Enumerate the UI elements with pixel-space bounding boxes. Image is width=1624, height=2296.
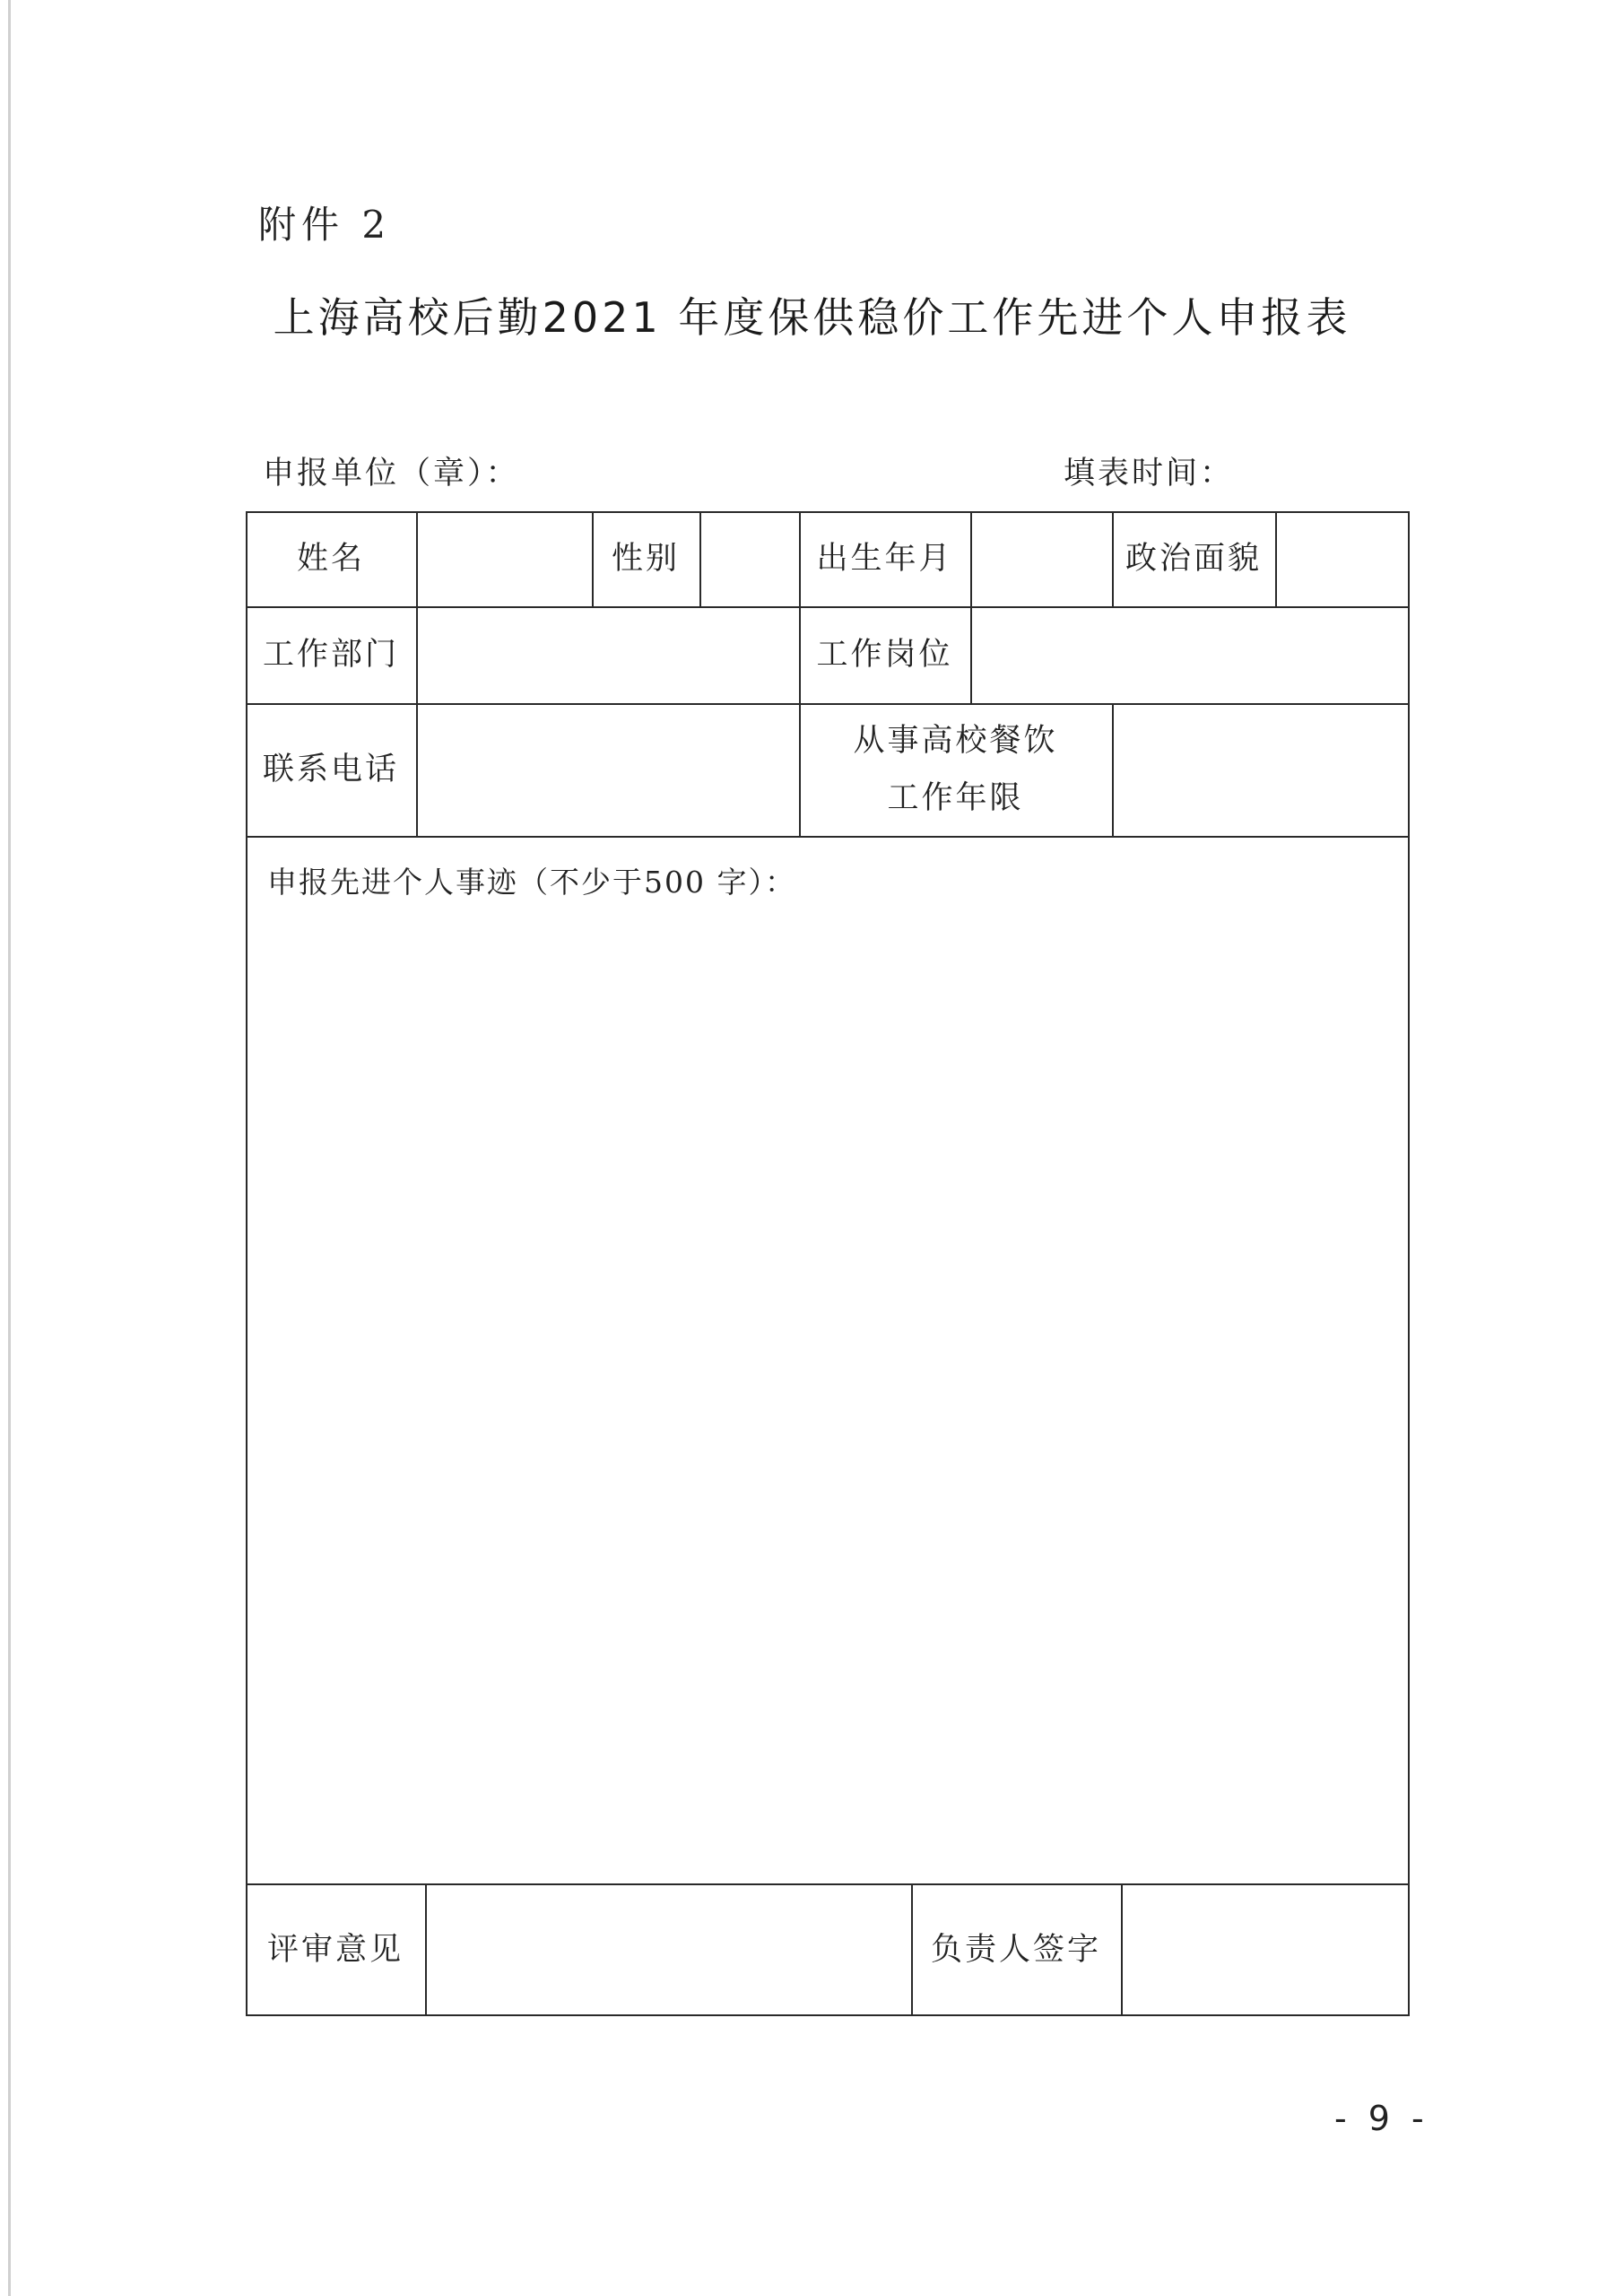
catering-years-label: [799, 703, 1112, 836]
catering-years-field[interactable]: [1114, 705, 1408, 836]
political-status-field[interactable]: [1277, 513, 1408, 606]
scan-edge-line: [8, 0, 11, 2296]
political-status-label: 政治面貌: [1125, 541, 1262, 577]
phone-label: 联系电话: [262, 752, 399, 787]
application-form-table: [246, 511, 1410, 2016]
catering-years-label-line2: 工作年限: [887, 780, 1024, 816]
deeds-label: 申报先进个人事迹（不少于500 字）：: [267, 865, 796, 900]
page-number: - 9 -: [1334, 2099, 1429, 2138]
gender-field[interactable]: [701, 513, 799, 606]
review-opinion-field[interactable]: [427, 1885, 911, 2014]
name-label: 姓名: [296, 541, 365, 577]
form-title: 上海高校后勤2021 年度保供稳价工作先进个人申报表: [273, 293, 1351, 342]
signature-label: 负责人签字: [930, 1932, 1101, 1968]
catering-years-label-line1: 从事高校餐饮: [853, 723, 1058, 759]
review-opinion-label: 评审意见: [266, 1932, 404, 1968]
attachment-label: 附件 2: [258, 203, 392, 247]
birth-date-label: 出生年月: [816, 541, 953, 577]
gender-label: 性别: [611, 541, 680, 577]
department-field[interactable]: [418, 608, 799, 703]
birth-date-field[interactable]: [972, 513, 1112, 606]
phone-field[interactable]: [418, 705, 799, 836]
fill-date-label: 填表时间：: [1064, 456, 1235, 491]
signature-field[interactable]: [1123, 1885, 1408, 2014]
job-position-label: 工作岗位: [816, 637, 953, 673]
deeds-field[interactable]: [248, 838, 1408, 1883]
job-position-field[interactable]: [972, 608, 1408, 703]
department-label: 工作部门: [262, 637, 399, 673]
name-field[interactable]: [418, 513, 592, 606]
applicant-unit-label: 申报单位（章）：: [263, 456, 520, 491]
